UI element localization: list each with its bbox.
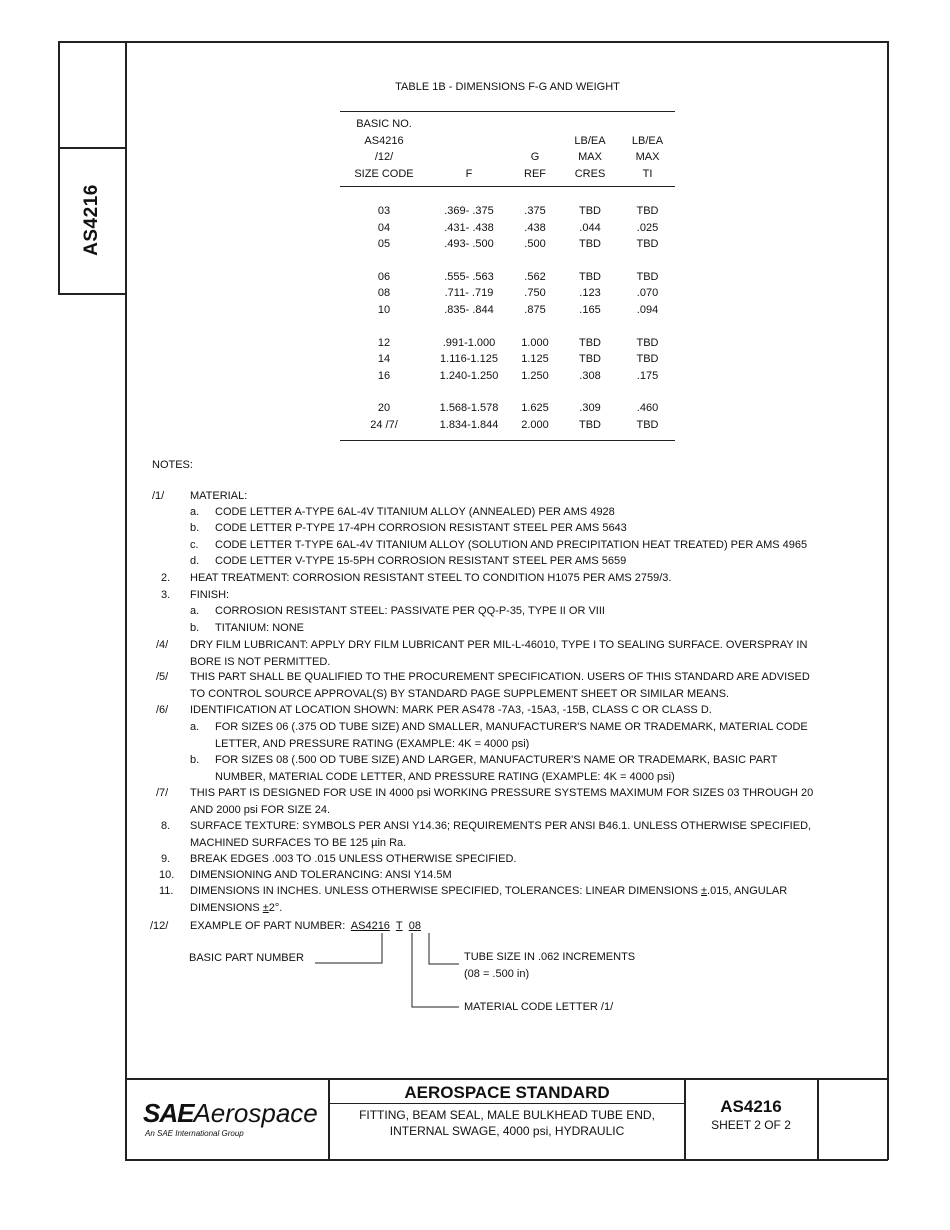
note-number: 3. [161,589,171,601]
note-text-part: 2°. [268,901,283,914]
table-header-line: /12/ [374,151,394,163]
table-cell: TBD [636,270,659,283]
side-tab-label: AS4216 [81,184,102,256]
table-cell: .500 [524,238,546,251]
title-block-div3 [817,1078,819,1160]
title-block-heading-rule [328,1103,685,1104]
table-header-line: MAX [635,151,660,163]
pn-basic: AS4216 [350,920,390,932]
material-code-label: MATERIAL CODE LETTER /1/ [464,1001,614,1013]
table-cell: 1.568-1.578 [439,402,499,415]
table-cell: .555- .563 [444,270,494,283]
plus-minus-symbol: ± [701,885,708,897]
table-cell: 1.625 [521,402,549,415]
note-text: TO CONTROL SOURCE APPROVAL(S) BY STANDARD PAGE SUPPLEMENT SHEET OR SIMILAR MEANS. [190,687,730,700]
table-header-line: TI [642,167,653,180]
table-cell: .493- .500 [444,238,494,251]
table-header-line: F [465,167,473,180]
note-text: FINISH: [190,589,230,601]
note-text: CODE LETTER V-TYPE 15-5PH CORROSION RESISTANT STEEL PER AMS 5659 [215,555,627,567]
pn-size: 08 [408,920,421,932]
leader-basic [315,933,382,963]
note-text: DIMENSIONING AND TOLERANCING: ANSI Y14.5M [190,869,452,881]
note-number: 11. [159,885,174,897]
table-header-line: AS4216 [364,134,404,147]
table-cell: .562 [524,270,546,283]
table-cell: 16 [377,369,391,382]
table-cell: TBD [636,418,659,431]
table-cell: .875 [524,303,546,316]
note-12-number: /12/ [150,920,169,932]
table-cell: TBD [579,353,601,366]
pn-material: T [395,920,403,932]
table-cell: .991-1.000 [442,336,496,349]
table-cell: .044 [579,221,601,234]
sae-logo-mark: SAE [143,1098,194,1128]
table-cell: 10 [377,303,391,316]
table-cell: 08 [377,287,391,300]
note-number: b. [190,622,200,634]
part-description-line2: INTERNAL SWAGE, 4000 psi, HYDRAULIC [389,1124,625,1138]
table-cell: .094 [636,303,659,316]
title-block-top [125,1078,888,1080]
note-number: 10. [159,869,175,881]
document-number: AS4216 [720,1097,782,1116]
table-cell: .123 [579,287,601,300]
table-cell: .375 [524,205,546,217]
table-header-line: BASIC NO. [356,118,412,130]
note-number: 2. [161,572,171,584]
note-number: a. [190,506,200,518]
table-header-line: REF [524,167,546,180]
note-number: a. [190,721,200,733]
note-text: SURFACE TEXTURE: SYMBOLS PER ANSI Y14.36; REQUIREMENTS PER ANSI B46.1. UNLESS OTHERWISE SPECIFIED, [190,820,812,832]
table-cell: TBD [579,270,601,283]
basic-part-number-label: BASIC PART NUMBER [189,952,304,964]
table-header-line: LB/EA [631,134,664,147]
table-cell: 05 [377,238,391,251]
table-header-line: LB/EA [574,134,606,147]
sae-logo-text: Aerospace [193,1098,318,1128]
table-cell: .309 [579,402,601,415]
table-cell: 14 [377,353,391,366]
note-number: 8. [161,820,171,832]
note-12-text: EXAMPLE OF PART NUMBER: [190,920,346,932]
note-text: THIS PART SHALL BE QUALIFIED TO THE PROCUREMENT SPECIFICATION. USERS OF THIS STANDARD ARE ADVISED [190,671,810,683]
table-cell: TBD [636,336,659,349]
table-cell: .431- .438 [444,221,494,234]
table-cell: 20 [377,402,391,415]
note-text: CODE LETTER A-TYPE 6AL-4V TITANIUM ALLOY (ANNEALED) PER AMS 4928 [215,506,615,518]
note-number: /6/ [156,704,169,716]
table-cell: .750 [524,287,546,300]
table-cell: TBD [579,418,601,431]
table-cell: .460 [636,402,659,415]
table-cell: .175 [636,369,659,382]
note-text: DRY FILM LUBRICANT: APPLY DRY FILM LUBRICANT PER MIL-L-46010, TYPE I TO SEALING SURFACE. OVERSPRAY IN [190,639,808,651]
note-text: IDENTIFICATION AT LOCATION SHOWN: MARK PER AS478 -7A3, -15A3, -15B, CLASS C OR CLASS D. [190,704,712,716]
table-cell: .070 [636,287,659,300]
table-cell: .165 [579,303,601,316]
part-description-line1: FITTING, BEAM SEAL, MALE BULKHEAD TUBE END, [359,1108,655,1122]
note-text: CODE LETTER T-TYPE 6AL-4V TITANIUM ALLOY (SOLUTION AND PRECIPITATION HEAT TREATED) PER AMS 4965 [215,539,808,551]
table-cell: .835- .844 [444,303,494,316]
note-text-part: .015, ANGULAR [707,885,788,897]
table-cell: 1.834-1.844 [439,418,499,431]
table-cell: 1.250 [521,369,549,382]
table-cell: TBD [579,336,601,349]
table-header-line: MAX [578,151,602,163]
table-header-line: CRES [574,167,606,180]
note-number: a. [190,605,200,617]
note-text: FOR SIZES 06 (.375 OD TUBE SIZE) AND SMALLER, MANUFACTURER'S NAME OR TRADEMARK, MATERIAL CODE [215,721,808,733]
table-title: TABLE 1B - DIMENSIONS F-G AND WEIGHT [395,81,620,93]
note-text: THIS PART IS DESIGNED FOR USE IN 4000 psi WORKING PRESSURE SYSTEMS MAXIMUM FOR SIZES 03 THROUGH 20 [190,787,814,799]
note-number: /5/ [156,671,169,683]
table-cell: TBD [579,238,601,251]
note-text: MACHINED SURFACES TO BE 125 µin Ra. [190,836,407,849]
standard-heading: AEROSPACE STANDARD [404,1083,610,1102]
note-number: /1/ [152,490,165,502]
table-cell: 12 [377,336,391,349]
table-cell: 1.000 [521,336,549,349]
table-cell: 24 /7/ [370,418,398,431]
table-cell: 04 [377,221,391,234]
note-text-part: DIMENSIONS [190,901,263,914]
note-text: LETTER, AND PRESSURE RATING (EXAMPLE: 4K = 4000 psi) [215,737,530,750]
note-text: FOR SIZES 08 (.500 OD TUBE SIZE) AND LARGER, MANUFACTURER'S NAME OR TRADEMARK, BASIC PART [215,754,778,766]
leader-size [429,933,459,964]
plus-minus-symbol: ± [262,901,269,914]
table-cell: 1.116-1.125 [440,353,498,366]
note-text: TITANIUM: NONE [215,622,305,634]
table-cell: 2.000 [521,418,549,431]
notes-heading: NOTES: [152,459,193,471]
table-cell: TBD [636,238,659,251]
note-number: b. [190,522,200,534]
table-header-line: G [530,151,540,163]
tube-size-example: (08 = .500 in) [464,968,530,980]
note-text: HEAT TREATMENT: CORROSION RESISTANT STEEL TO CONDITION H1075 PER AMS 2759/3. [190,572,672,584]
table-cell: TBD [636,205,659,217]
sheet-number: SHEET 2 OF 2 [711,1118,791,1132]
tube-size-label: TUBE SIZE IN .062 INCREMENTS [464,951,636,963]
table-cell: TBD [579,205,601,217]
note-number: b. [190,754,200,766]
note-text: AND 2000 psi FOR SIZE 24. [190,803,330,816]
note-text: CORROSION RESISTANT STEEL: PASSIVATE PER QQ-P-35, TYPE II OR VIII [215,605,605,617]
table-cell: .308 [579,369,601,382]
table-cell: 1.240-1.250 [439,369,499,382]
table-cell: .711- .719 [444,287,494,300]
sae-logo [143,1098,318,1129]
note-number: d. [190,555,200,567]
table-cell: 06 [377,270,391,283]
table-cell: .025 [636,221,659,234]
note-text: MATERIAL: [190,490,248,502]
note-text: NUMBER, MATERIAL CODE LETTER, AND PRESSURE RATING (EXAMPLE: 4K = 4000 psi) [215,770,675,783]
note-text: BORE IS NOT PERMITTED. [190,655,331,668]
table-cell: 03 [377,205,391,217]
table-cell: TBD [636,353,659,366]
note-text-part: DIMENSIONS IN INCHES. UNLESS OTHERWISE SPECIFIED, TOLERANCES: LINEAR DIMENSIONS [190,885,701,897]
sae-logo-subtitle: An SAE International Group [145,1129,244,1138]
table-cell: 1.125 [521,353,549,366]
table-header-line: SIZE CODE [354,167,414,180]
note-text: BREAK EDGES .003 TO .015 UNLESS OTHERWISE SPECIFIED. [190,853,517,865]
note-number: c. [190,539,199,551]
table-cell: .369- .375 [444,205,494,217]
table-cell: .438 [524,221,546,234]
note-text: CODE LETTER P-TYPE 17-4PH CORROSION RESISTANT STEEL PER AMS 5643 [215,522,627,534]
note-number: /7/ [156,787,169,799]
note-number: /4/ [156,639,169,651]
leader-material [412,933,459,1007]
note-number: 9. [161,853,171,865]
